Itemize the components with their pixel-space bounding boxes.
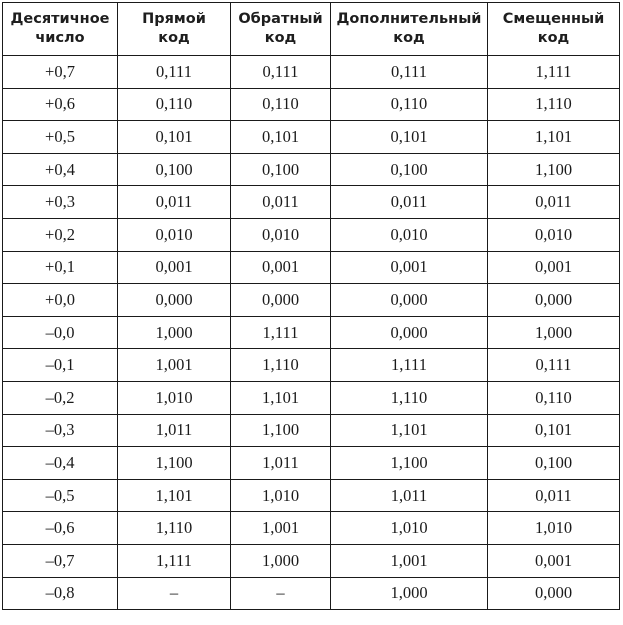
- complement-code-cell: 0,001: [331, 251, 488, 284]
- offset-code-cell: 0,111: [488, 349, 620, 382]
- complement-code-cell: 0,011: [331, 186, 488, 219]
- table-body: [3, 56, 620, 610]
- direct-code-cell: 0,010: [118, 218, 231, 251]
- complement-code-cell: 1,101: [331, 414, 488, 447]
- inverse-code-cell: 0,111: [231, 56, 331, 89]
- decimal-cell: –0,8: [3, 577, 118, 610]
- header-line: Обратный: [238, 11, 323, 27]
- offset-code-cell: 1,010: [488, 512, 620, 545]
- header-row: [3, 3, 620, 56]
- offset-code-cell: 0,001: [488, 544, 620, 577]
- direct-code-cell: 0,100: [118, 153, 231, 186]
- decimal-cell: +0,2: [3, 218, 118, 251]
- inverse-code-cell: 0,000: [231, 284, 331, 317]
- table-row: [3, 251, 620, 284]
- table-row: [3, 414, 620, 447]
- decimal-cell: +0,0: [3, 284, 118, 317]
- header-line: Дополнительный: [336, 11, 482, 27]
- table-row: [3, 349, 620, 382]
- complement-code-cell: 0,111: [331, 56, 488, 89]
- complement-code-cell: 0,000: [331, 316, 488, 349]
- offset-code-cell: 1,000: [488, 316, 620, 349]
- direct-code-cell: 1,001: [118, 349, 231, 382]
- complement-code-cell: 0,110: [331, 88, 488, 121]
- offset-code-cell: 0,110: [488, 381, 620, 414]
- direct-code-cell: –: [118, 577, 231, 610]
- decimal-cell: –0,1: [3, 349, 118, 382]
- direct-code-cell: 0,101: [118, 121, 231, 154]
- complement-code-cell: 0,000: [331, 284, 488, 317]
- table-row: [3, 121, 620, 154]
- inverse-code-cell: 0,100: [231, 153, 331, 186]
- header-line: Смещенный: [502, 11, 605, 27]
- complement-code-cell: 1,100: [331, 447, 488, 480]
- offset-code-cell: 0,000: [488, 577, 620, 610]
- offset-code-cell: 1,110: [488, 88, 620, 121]
- decimal-cell: +0,7: [3, 56, 118, 89]
- offset-code-cell: 0,001: [488, 251, 620, 284]
- complement-code-cell: 0,010: [331, 218, 488, 251]
- complement-code-cell: 0,100: [331, 153, 488, 186]
- offset-code-cell: 0,101: [488, 414, 620, 447]
- decimal-cell: +0,5: [3, 121, 118, 154]
- inverse-code-cell: 0,101: [231, 121, 331, 154]
- direct-code-cell: 1,010: [118, 381, 231, 414]
- inverse-code-cell: 0,010: [231, 218, 331, 251]
- inverse-code-cell: 1,110: [231, 349, 331, 382]
- header-line: код: [158, 30, 190, 46]
- decimal-cell: +0,4: [3, 153, 118, 186]
- table-row: [3, 153, 620, 186]
- table-row: [3, 218, 620, 251]
- header-direct-code: [118, 3, 231, 56]
- decimal-cell: –0,4: [3, 447, 118, 480]
- header-decimal-number: [3, 3, 118, 56]
- direct-code-cell: 1,111: [118, 544, 231, 577]
- header-offset-code: [488, 3, 620, 56]
- decimal-cell: –0,2: [3, 381, 118, 414]
- table-row: [3, 512, 620, 545]
- decimal-cell: –0,5: [3, 479, 118, 512]
- direct-code-cell: 1,101: [118, 479, 231, 512]
- table-row: [3, 381, 620, 414]
- complement-code-cell: 1,000: [331, 577, 488, 610]
- code-comparison-table: [2, 2, 620, 610]
- decimal-cell: +0,6: [3, 88, 118, 121]
- complement-code-cell: 1,010: [331, 512, 488, 545]
- offset-code-cell: 0,100: [488, 447, 620, 480]
- header-complement-code: [331, 3, 488, 56]
- direct-code-cell: 0,011: [118, 186, 231, 219]
- header-line: код: [537, 30, 570, 46]
- offset-code-cell: 0,011: [488, 479, 620, 512]
- table-row: [3, 186, 620, 219]
- offset-code-cell: 1,100: [488, 153, 620, 186]
- offset-code-cell: 1,111: [488, 56, 620, 89]
- header-line: Прямой: [142, 11, 206, 27]
- header-line: число: [35, 30, 85, 46]
- direct-code-cell: 1,100: [118, 447, 231, 480]
- inverse-code-cell: 1,000: [231, 544, 331, 577]
- inverse-code-cell: 1,001: [231, 512, 331, 545]
- offset-code-cell: 0,010: [488, 218, 620, 251]
- direct-code-cell: 0,111: [118, 56, 231, 89]
- table-row: [3, 284, 620, 317]
- inverse-code-cell: 0,001: [231, 251, 331, 284]
- inverse-code-cell: 0,110: [231, 88, 331, 121]
- code-comparison-table-container: [2, 2, 619, 610]
- decimal-cell: +0,1: [3, 251, 118, 284]
- direct-code-cell: 0,001: [118, 251, 231, 284]
- direct-code-cell: 0,000: [118, 284, 231, 317]
- decimal-cell: –0,6: [3, 512, 118, 545]
- complement-code-cell: 1,110: [331, 381, 488, 414]
- decimal-cell: –0,0: [3, 316, 118, 349]
- complement-code-cell: 1,001: [331, 544, 488, 577]
- decimal-cell: +0,3: [3, 186, 118, 219]
- table-row: [3, 56, 620, 89]
- header-inverse-code: [231, 3, 331, 56]
- table-row: [3, 447, 620, 480]
- decimal-cell: –0,7: [3, 544, 118, 577]
- offset-code-cell: 0,000: [488, 284, 620, 317]
- table-row: [3, 88, 620, 121]
- complement-code-cell: 0,101: [331, 121, 488, 154]
- direct-code-cell: 0,110: [118, 88, 231, 121]
- table-row: [3, 544, 620, 577]
- direct-code-cell: 1,011: [118, 414, 231, 447]
- table-row: [3, 577, 620, 610]
- table-row: [3, 316, 620, 349]
- inverse-code-cell: 0,011: [231, 186, 331, 219]
- offset-code-cell: 0,011: [488, 186, 620, 219]
- header-line: код: [264, 30, 297, 46]
- header-line: Десятичное: [10, 11, 110, 27]
- inverse-code-cell: 1,111: [231, 316, 331, 349]
- offset-code-cell: 1,101: [488, 121, 620, 154]
- inverse-code-cell: 1,010: [231, 479, 331, 512]
- inverse-code-cell: –: [231, 577, 331, 610]
- direct-code-cell: 1,110: [118, 512, 231, 545]
- decimal-cell: –0,3: [3, 414, 118, 447]
- complement-code-cell: 1,111: [331, 349, 488, 382]
- complement-code-cell: 1,011: [331, 479, 488, 512]
- inverse-code-cell: 1,100: [231, 414, 331, 447]
- table-row: [3, 479, 620, 512]
- inverse-code-cell: 1,011: [231, 447, 331, 480]
- header-line: код: [393, 30, 425, 46]
- inverse-code-cell: 1,101: [231, 381, 331, 414]
- direct-code-cell: 1,000: [118, 316, 231, 349]
- table-header: [3, 3, 620, 56]
